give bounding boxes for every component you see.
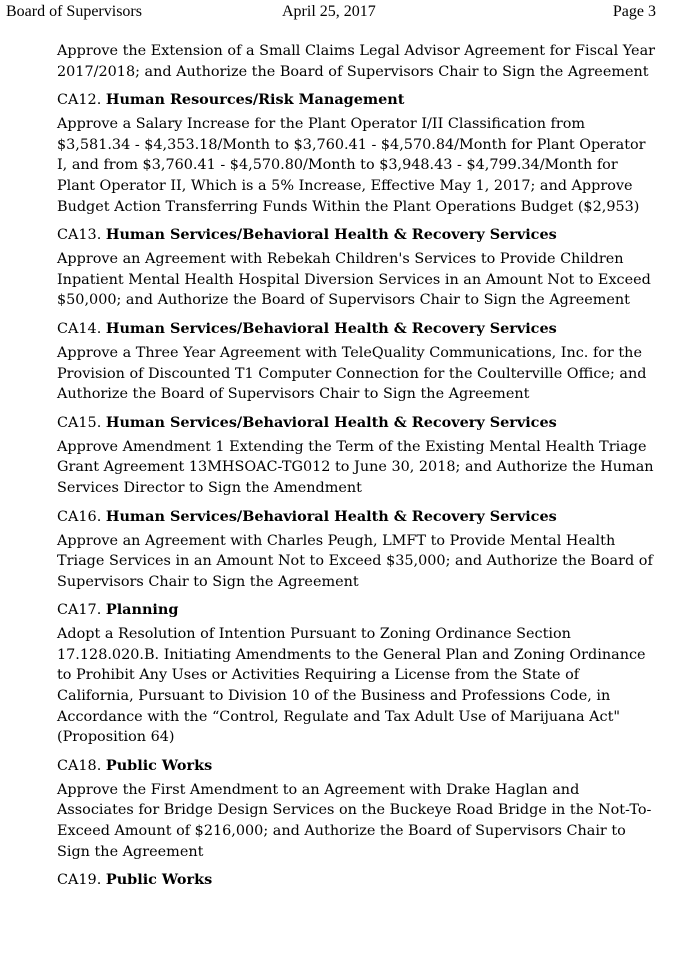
agenda-item (57, 756, 657, 862)
agenda-item-heading (57, 225, 657, 245)
header-page-number: Page 3 (612, 3, 656, 20)
agenda-content (57, 41, 657, 898)
agenda-item (57, 225, 657, 311)
agenda-item-department: Human Services/Behavioral Health & Recovery Services (105, 226, 557, 244)
carryover-item-text: Approve the Extension of a Small Claims Legal Advisor Agreement for Fiscal Year 2017/2018; and Authorize the Board of Supervisors Chair to Sign the Agreement (57, 43, 656, 80)
agenda-item-code: CA15. (57, 414, 102, 431)
agenda-item-text: Approve the First Amendment to an Agreement with Drake Haglan and Associates for Bridge Design Services on the Buckeye Road Bridge in the Not-To-Exceed Amount of $216,000; and Authorize the Board of Supervisors Chair to Sign the Agreement (57, 781, 652, 860)
agenda-item-text: Approve an Agreement with Charles Peugh, LMFT to Provide Mental Health Triage Services in an Amount Not to Exceed $35,000; and Authorize the Board of Supervisors Chair to Sign the Agreement (57, 532, 653, 590)
agenda-item (57, 90, 657, 217)
agenda-item-heading (57, 507, 657, 527)
page-header (6, 3, 656, 23)
agenda-item-department: Planning (105, 601, 179, 619)
agenda-item-heading (57, 756, 657, 776)
agenda-item-text: Approve a Salary Increase for the Plant Operator I/II Classification from $3,581.34 - $4,353.18/Month to $3,760.41 - $4,570.84/Month for Plant Operator I, and from $3,760.41 - $4,570.80/Month to $3,948.43 - $4,799.34/Month for Plant Operator II, Which is a 5% Increase, Effective May 1, 2017; and Approve Budget Action Transferring Funds Within the Plant Operations Budget ($2,953) (57, 116, 646, 215)
agenda-item (57, 413, 657, 499)
agenda-item (57, 870, 657, 890)
agenda-item-text: Adopt a Resolution of Intention Pursuant to Zoning Ordinance Section 17.128.020.B. Initiating Amendments to the General Plan and Zoning Ordinance to Prohibit Any Uses or Activities Requiring a License from the State of California, Pursuant to Division 10 of the Business and Professions Code, in Accordance with the “Control, Regulate and Tax Adult Use of Marijuana Act" (Proposition 64) (57, 626, 646, 746)
agenda-item (57, 507, 657, 593)
agenda-item-heading (57, 600, 657, 620)
agenda-item-department: Public Works (105, 756, 213, 774)
agenda-item-code: CA19. (57, 872, 102, 889)
agenda-item-heading (57, 870, 657, 890)
agenda-item-text: Approve a Three Year Agreement with TeleQuality Communications, Inc. for the Provision of Discounted T1 Computer Connection for the Coulterville Office; and Authorize the Board of Supervisors Chair to Sign the Agreement (57, 344, 647, 403)
agenda-item (57, 600, 657, 748)
agenda-item-code: CA17. (57, 602, 102, 619)
agenda-item-text: Approve an Agreement with Rebekah Children's Services to Provide Children Inpatient Mental Health Hospital Diversion Services in an Amount Not to Exceed $50,000; and Authorize the Board of Supervisors Chair to Sign the Agreement (57, 251, 651, 309)
agenda-item-heading (57, 319, 657, 339)
agenda-item-code: CA16. (57, 508, 102, 525)
agenda-item-code: CA14. (57, 320, 102, 337)
agenda-item-code: CA18. (57, 757, 102, 774)
agenda-item-heading (57, 413, 657, 433)
agenda-item-code: CA13. (57, 227, 102, 244)
agenda-item-text: Approve Amendment 1 Extending the Term of the Existing Mental Health Triage Grant Agreement 13MHSOAC-TG012 to June 30, 2018; and Authorize the Human Services Director to Sign the Amendment (57, 438, 654, 496)
agenda-item (57, 319, 657, 405)
agenda-item-department: Public Works (105, 871, 213, 889)
agenda-item-code: CA12. (57, 92, 102, 109)
agenda-item-heading (57, 90, 657, 110)
agenda-item-department: Human Services/Behavioral Health & Recovery Services (105, 507, 557, 525)
header-date: April 25, 2017 (282, 3, 376, 20)
header-board-title: Board of Supervisors (6, 3, 142, 20)
agenda-item-department: Human Resources/Risk Management (105, 91, 405, 109)
agenda-item-department: Human Services/Behavioral Health & Recovery Services (105, 413, 557, 431)
agenda-item-department: Human Services/Behavioral Health & Recovery Services (105, 319, 557, 337)
